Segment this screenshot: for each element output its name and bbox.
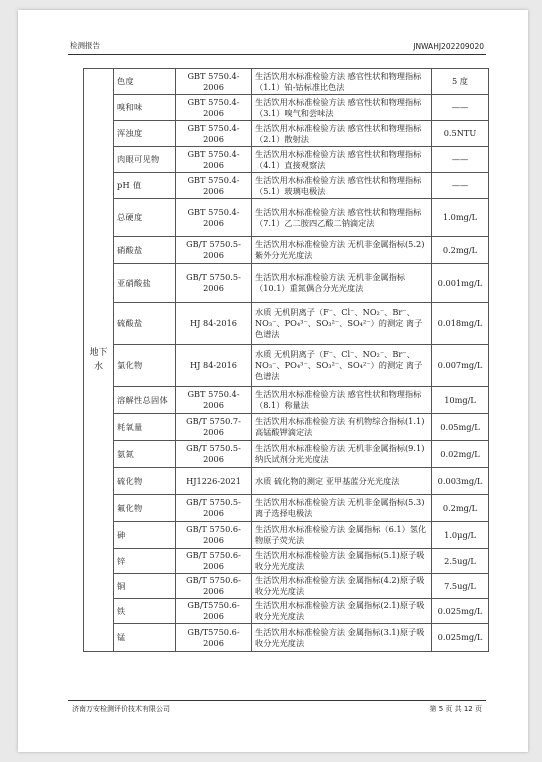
table-row	[84, 69, 489, 95]
table-row	[84, 95, 489, 121]
item-name-cell: 氯化物	[114, 345, 176, 387]
table-row	[84, 468, 489, 495]
item-name-cell: 硝酸盐	[114, 237, 176, 264]
method-cell: 生活饮用水标准检验方法 感官性状和物理指标（2.1）散射法	[252, 121, 432, 147]
limit-cell: 0.018mg/L	[432, 303, 489, 345]
limit-cell: 5 度	[432, 69, 489, 95]
item-name-cell: 硫化物	[114, 468, 176, 495]
limit-cell: 7.5ug/L	[432, 574, 489, 599]
limit-cell: 0.007mg/L	[432, 345, 489, 387]
page-number: 第 5 页 共 12 页	[429, 705, 482, 713]
limit-cell: 10mg/L	[432, 387, 489, 414]
method-cell: 生活饮用水标准检验方法 无机非金属指标(5.2)紫外分光光度法	[252, 237, 432, 264]
table-row	[84, 441, 489, 468]
table-row	[84, 599, 489, 624]
item-name-cell: 溶解性总固体	[114, 387, 176, 414]
standard-cell: GBT 5750.4-2006	[176, 95, 252, 121]
method-cell: 生活饮用水标准检验方法 金属指标(4.2)原子吸收分光光度法	[252, 574, 432, 599]
method-cell: 生活饮用水标准检验方法 金属指标(5.1)原子吸收分光光度法	[252, 549, 432, 574]
table-row	[84, 522, 489, 549]
standard-cell: GB/T5750.6-2006	[176, 624, 252, 652]
method-cell: 生活饮用水标准检验方法 无机非金属指标（10.1）重氮偶合分光光度法	[252, 264, 432, 303]
item-name-cell: 硫酸盐	[114, 303, 176, 345]
standard-cell: GBT 5750.4-2006	[176, 387, 252, 414]
limit-cell: 0.2mg/L	[432, 237, 489, 264]
limit-cell: 0.2mg/L	[432, 495, 489, 522]
method-cell: 生活饮用水标准检验方法 无机非金属指标(9.1)纳氏试剂分光光度法	[252, 441, 432, 468]
limit-cell: 2.5ug/L	[432, 549, 489, 574]
item-name-cell: 氟化物	[114, 495, 176, 522]
item-name-cell: pH 值	[114, 173, 176, 199]
table-row	[84, 414, 489, 441]
item-name-cell: 肉眼可见物	[114, 147, 176, 173]
item-name-cell: 铜	[114, 574, 176, 599]
method-cell: 生活饮用水标准检验方法 感官性状和物理指标（3.1）嗅气和尝味法	[252, 95, 432, 121]
limit-cell: ——	[432, 147, 489, 173]
table-row	[84, 345, 489, 387]
standard-cell: GB/T5750.6-2006	[176, 599, 252, 624]
item-name-cell: 锰	[114, 624, 176, 652]
method-cell: 生活饮用水标准检验方法 感官性状和物理指标（8.1）称量法	[252, 387, 432, 414]
standard-cell: GBT 5750.4-2006	[176, 199, 252, 237]
method-cell: 生活饮用水标准检验方法 金属指标(3.1)原子吸收分光光度法	[252, 624, 432, 652]
item-name-cell: 砷	[114, 522, 176, 549]
page-footer	[68, 700, 486, 713]
table-row	[84, 303, 489, 345]
standard-cell: HJ1226-2021	[176, 468, 252, 495]
item-name-cell: 总硬度	[114, 199, 176, 237]
item-name-cell: 浑浊度	[114, 121, 176, 147]
limit-cell: 0.001mg/L	[432, 264, 489, 303]
standard-cell: GB/T 5750.5-2006	[176, 495, 252, 522]
page-header	[68, 36, 486, 55]
item-name-cell: 铁	[114, 599, 176, 624]
method-cell: 生活饮用水标准检验方法 感官性状和物理指标（7.1）乙二胺四乙酸二钠滴定法	[252, 199, 432, 237]
table-row	[84, 121, 489, 147]
limit-cell: 0.025mg/L	[432, 599, 489, 624]
method-cell: 生活饮用水标准检验方法 感官性状和物理指标（5.1）玻璃电极法	[252, 173, 432, 199]
standard-cell: GB/T 5750.6-2006	[176, 549, 252, 574]
limit-cell: 0.5NTU	[432, 121, 489, 147]
standard-cell: GBT 5750.4-2006	[176, 173, 252, 199]
standard-cell: GB/T 5750.6-2006	[176, 522, 252, 549]
company-name: 济南万安检测评价技术有限公司	[72, 705, 170, 713]
table-row	[84, 549, 489, 574]
table-row	[84, 574, 489, 599]
limit-cell: 1.0mg/L	[432, 199, 489, 237]
limit-cell: ——	[432, 173, 489, 199]
standard-cell: GB/T 5750.5-2006	[176, 237, 252, 264]
table-row	[84, 237, 489, 264]
limit-cell: 1.0μg/L	[432, 522, 489, 549]
method-cell: 水质 无机阴离子（F⁻、Cl⁻、NO₂⁻、Br⁻、NO₃⁻、PO₄³⁻、SO₃²⁻、SO₄²⁻）的测定 离子色谱法	[252, 303, 432, 345]
standard-cell: HJ 84-2016	[176, 303, 252, 345]
method-cell: 生活饮用水标准检验方法 有机物综合指标(1.1)高锰酸钾滴定法	[252, 414, 432, 441]
limit-cell: ——	[432, 95, 489, 121]
standard-cell: HJ 84-2016	[176, 345, 252, 387]
table-row	[84, 173, 489, 199]
limit-cell: 0.02mg/L	[432, 441, 489, 468]
table-row	[84, 147, 489, 173]
item-name-cell: 耗氧量	[114, 414, 176, 441]
method-cell: 生活饮用水标准检验方法 感官性状和物理指标（4.1）直接观察法	[252, 147, 432, 173]
limit-cell: 0.003mg/L	[432, 468, 489, 495]
item-name-cell: 亚硝酸盐	[114, 264, 176, 303]
table-row	[84, 199, 489, 237]
limit-cell: 0.025mg/L	[432, 624, 489, 652]
method-table	[83, 68, 489, 652]
item-name-cell: 锌	[114, 549, 176, 574]
method-cell: 生活饮用水标准检验方法 金属指标（6.1）氢化物原子荧光法	[252, 522, 432, 549]
item-name-cell: 氨氮	[114, 441, 176, 468]
table-row	[84, 624, 489, 652]
method-cell: 水质 硫化物的测定 亚甲基蓝分光光度法	[252, 468, 432, 495]
table-row	[84, 264, 489, 303]
standard-cell: GB/T 5750.5-2006	[176, 264, 252, 303]
report-number: JNWAHJ202209020	[413, 42, 484, 51]
standard-cell: GB/T 5750.5-2006	[176, 441, 252, 468]
method-cell: 水质 无机阴离子（F⁻、Cl⁻、NO₂⁻、Br⁻、NO₃⁻、PO₄³⁻、SO₃²⁻、SO₄²⁻）的测定 离子色谱法	[252, 345, 432, 387]
standard-cell: GBT 5750.4-2006	[176, 147, 252, 173]
table-row	[84, 387, 489, 414]
item-name-cell: 嗅和味	[114, 95, 176, 121]
standard-cell: GBT 5750.4-2006	[176, 121, 252, 147]
standard-cell: GB/T 5750.6-2006	[176, 574, 252, 599]
report-title: 检测报告	[70, 41, 100, 50]
method-cell: 生活饮用水标准检验方法 无机非金属指标(5.3)离子选择电极法	[252, 495, 432, 522]
method-cell: 生活饮用水标准检验方法 感官性状和物理指标（1.1）铂-钴标准比色法	[252, 69, 432, 95]
item-name-cell: 色度	[114, 69, 176, 95]
standard-cell: GBT 5750.4-2006	[176, 69, 252, 95]
standard-cell: GB/T 5750.7-2006	[176, 414, 252, 441]
limit-cell: 0.05mg/L	[432, 414, 489, 441]
method-table-body	[84, 69, 489, 652]
table-row	[84, 495, 489, 522]
category-cell: 地下水	[84, 69, 114, 652]
method-cell: 生活饮用水标准检验方法 金属指标(2.1)原子吸收分光光度法	[252, 599, 432, 624]
